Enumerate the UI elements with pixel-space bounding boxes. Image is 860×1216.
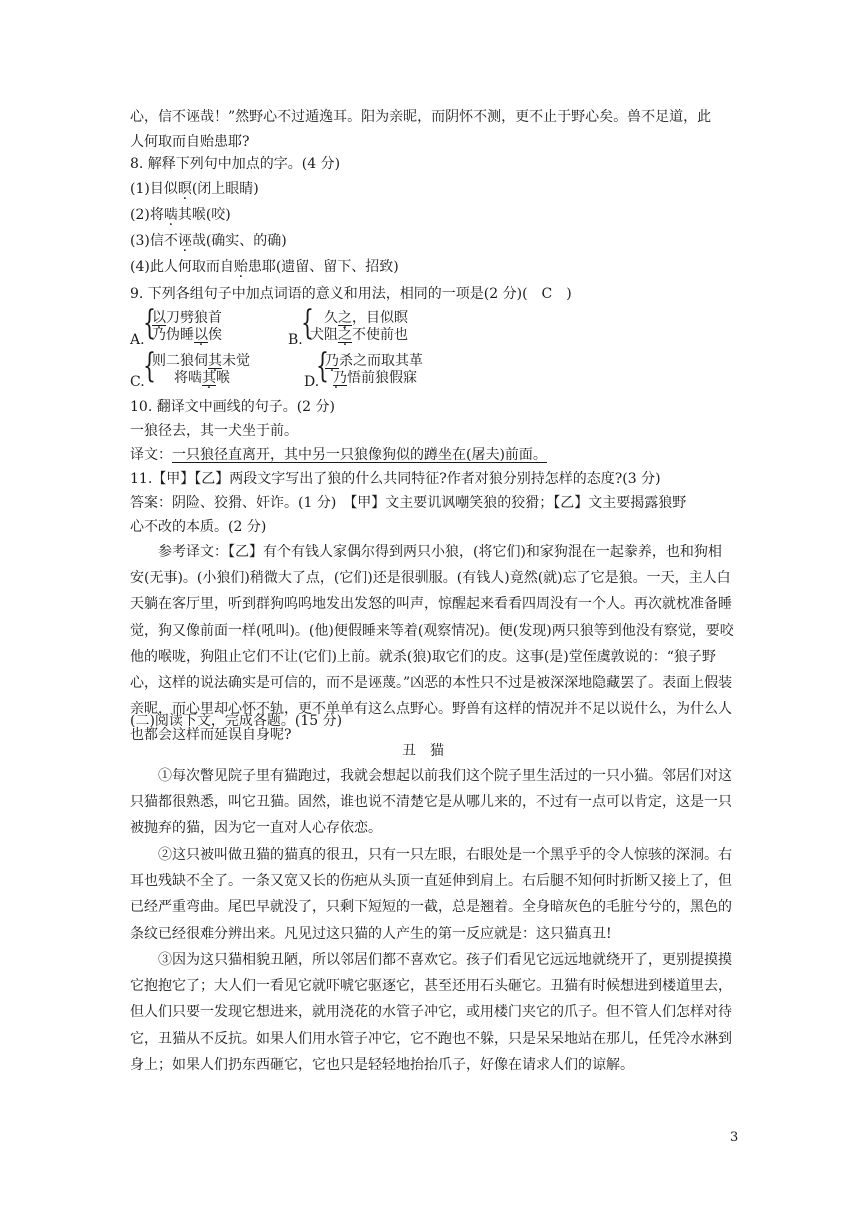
dotted-char: 瞑 xyxy=(177,181,192,197)
option-c-line-1: 则二狼伺其未觉 xyxy=(152,353,250,369)
option-d-line-1: 乃杀之而取其革 xyxy=(325,353,423,369)
option-d-line-2: 乃悟前狼假寐 xyxy=(333,370,417,386)
brace-icon: { xyxy=(316,346,329,386)
q10-sentence: 一狼径去，其一犬坐于前。 xyxy=(130,423,298,439)
option-a-line-2: 乃伪睡以俟 xyxy=(152,327,222,343)
option-a-line-1: 以刀劈狼首 xyxy=(152,310,222,326)
question-8: 8. 解释下列句中加点的字。(4 分) xyxy=(130,156,341,172)
q8-item-4: (4)此人何取而自贻患耶(遗留、留下、招致) xyxy=(130,259,399,275)
question-10: 10. 翻译文中画线的句子。(2 分) xyxy=(130,399,335,415)
question-9: 9. 下列各组句子中加点词语的意义和用法，相同的一项是(2 分)( C ) xyxy=(130,286,572,302)
text-line: 心，信不诬哉！”然野心不过遁逸耳。阳为亲昵，而阴怀不测，更不止于野心矣。兽不足道，此 xyxy=(130,109,712,125)
option-b-line-2: 犬阻之不使前也 xyxy=(310,327,408,343)
page-number: 3 xyxy=(730,1130,739,1145)
q8-item-3: (3)信不诬哉(确实、的确) xyxy=(130,233,287,249)
section-heading: (二)阅读下文，完成各题。(15 分) xyxy=(130,713,343,729)
option-b-label: B. xyxy=(288,332,303,348)
q11-answer: 心不改的本质。(2 分) xyxy=(130,519,267,535)
option-b-line-1: 久之，目似瞑 xyxy=(324,310,408,326)
article-title: 丑猫 xyxy=(402,743,458,759)
option-c-line-2: 将啮其喉 xyxy=(174,370,230,386)
reference-translation: 参考译文：【乙】有个有钱人家偶尔得到两只小狼，(将它们)和家狗混在一起豢养，也和狗相安(无事)。(小狼们)稍微大了点，(它们)还是很驯服。(有钱人)竟然(就)忘了它是狼。一天，主人白天躺在客厅里，听到群狗呜呜地发出发怒的叫声，惊醒起来看看四周没有一个人。再次就枕准备睡觉，狗又像前面一样(吼叫)。(他)便假睡来等着(观察情况)。便(发现)两只狼等到他没有察觉，要咬他的喉咙，狗阻止它们不让(它们)上前。就杀(狼)取它们的皮。这事(是)堂侄虞敦说的：“狼子野心，这样的说法确实是可信的，而不是诬蔑。”凶恶的本性只不过是被深深地隐藏罢了。表面上假装亲昵，而心里却心怀不轨，更不单单有这么点野心。野兽有这样的情况并不足以说什么，为什么人也都会这样而延误自身呢? xyxy=(130,544,734,744)
dotted-char: 啮 xyxy=(163,207,178,223)
paragraph-1: ①每次瞥见院子里有猫跑过，我就会想起以前我们这个院子里生活过的一只小猫。邻居们对这只猫都很熟悉，叫它丑猫。固然，谁也说不清楚它是从哪儿来的，不过有一点可以肯定，这是一只被抛弃的猫，因为它一直对人心存依恋。 xyxy=(130,768,732,837)
text-line: 人何取而自贻患耶? xyxy=(130,134,250,150)
option-a-label: A. xyxy=(130,332,145,348)
brace-icon: { xyxy=(143,346,156,386)
option-c-label: C. xyxy=(130,374,145,390)
option-d-label: D. xyxy=(304,374,320,390)
paragraph-2: ②这只被叫做丑猫的猫真的很丑，只有一只左眼，右眼处是一个黑乎乎的令人惊骇的深洞。右耳也残缺不全了。一条又宽又长的伤疤从头顶一直延伸到肩上。右后腿不知何时折断又接上了，但已经严重弯曲。尾巴早就没了，只剩下短短的一截，总是翘着。全身暗灰色的毛脏兮兮的，黑色的条纹已经很难分辨出来。凡见过这只猫的人产生的第一反应就是：这只猫真丑! xyxy=(130,847,732,942)
question-11: 11.【甲】【乙】两段文字写出了狼的什么共同特征?作者对狼分别持怎样的态度?(3 分) xyxy=(130,471,661,487)
q8-item-2: (2)将啮其喉(咬) xyxy=(130,207,231,223)
q8-item-1: (1)目似瞑(闭上眼睛) xyxy=(130,181,259,197)
q10-answer: 译文：一只狼径直离开，其中另一只狼像狗似的蹲坐在(屠夫)前面。 xyxy=(130,447,547,463)
dotted-char: 诬 xyxy=(177,233,192,249)
q11-answer: 答案：阴险、狡猾、奸诈。(1 分) 【甲】文主要讥讽嘲笑狼的狡猾；【乙】文主要揭露狼野 xyxy=(130,495,687,511)
paragraph-3: ③因为这只猫相貌丑陋，所以邻居们都不喜欢它。孩子们看见它远远地就绕开了，更别提摸摸它抱抱它了；大人们一看见它就吓唬它驱逐它，甚至还用石头砸它。丑猫有时候想进到楼道里去，但人们只要一发现它想进来，就用浇花的水管子冲它，或用楼门夹它的爪子。但不管人们怎样对待它，丑猫从不反抗。如果人们用水管子冲它，它不跑也不躲，只是呆呆地站在那儿，任凭冷水淋到身上；如果人们扔东西砸它，它也只是轻轻地抬抬爪子，好像在请求人们的谅解。 xyxy=(130,952,732,1073)
brace-icon: { xyxy=(143,303,156,343)
dotted-char: 贻 xyxy=(233,259,248,275)
brace-icon: { xyxy=(301,303,314,343)
